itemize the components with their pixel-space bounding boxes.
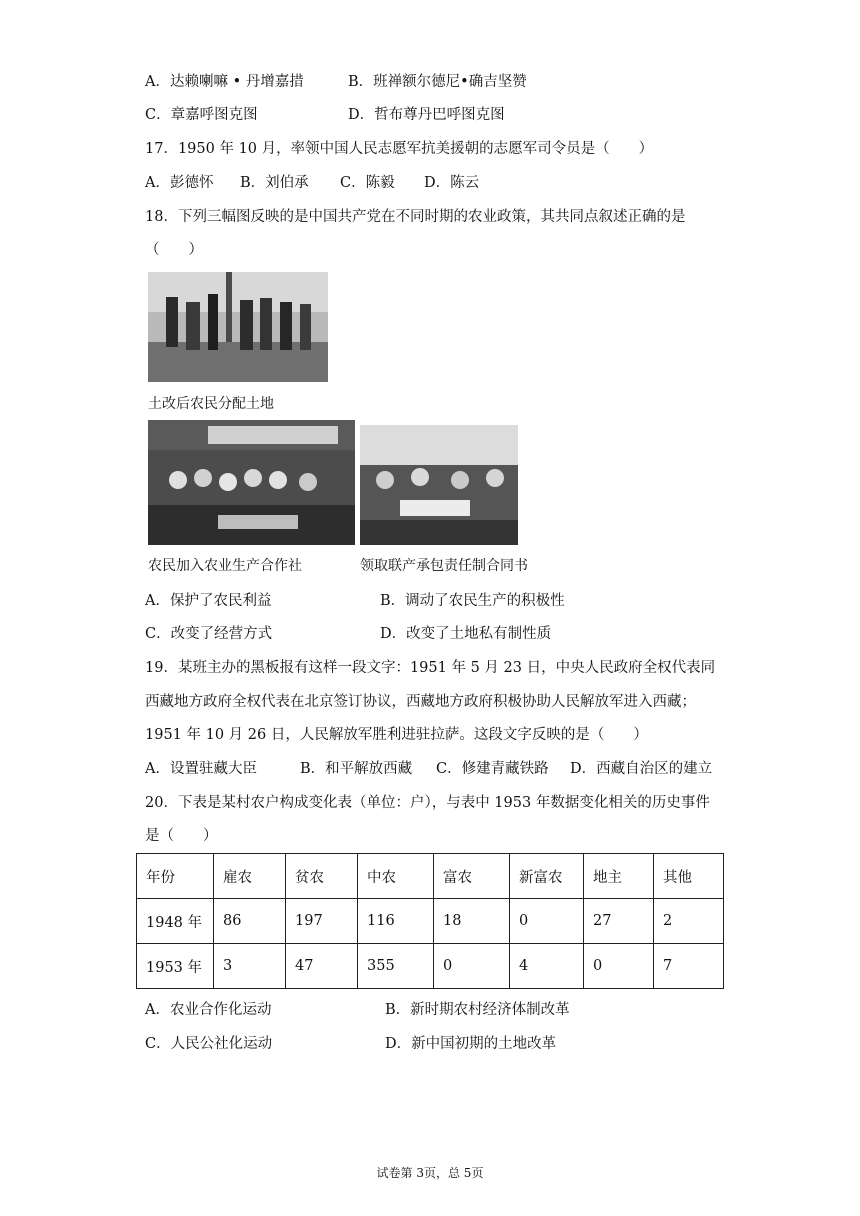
q20-option-a: A．农业合作化运动 <box>145 1002 272 1018</box>
q19-option-b: B．和平解放西藏 <box>300 761 413 777</box>
table-cell: 355 <box>358 944 434 989</box>
table-header-cell: 新富农 <box>510 854 584 899</box>
q19-stem-line1: 19．某班主办的黑板报有这样一段文字：1951 年 5 月 23 日，中央人民政府全权代表同 <box>145 660 716 676</box>
table-cell: 0 <box>584 944 654 989</box>
q19-option-a: A．设置驻藏大臣 <box>145 761 257 777</box>
q20-option-d: D．新中国初期的土地改革 <box>385 1036 557 1052</box>
table-header-row <box>137 854 724 899</box>
q19-stem-line2: 西藏地方政府全权代表在北京签订协议，西藏地方政府积极协助人民解放军进入西藏； <box>145 694 696 710</box>
table-header-cell: 其他 <box>654 854 724 899</box>
q16-option-c: C．章嘉呼图克图 <box>145 107 258 123</box>
q16-option-d: D．哲布尊丹巴呼图克图 <box>348 107 505 123</box>
table-header-cell: 贫农 <box>286 854 358 899</box>
table-header-cell: 年份 <box>137 854 214 899</box>
q18-option-a: A．保护了农民利益 <box>145 593 272 609</box>
table-cell: 18 <box>434 899 510 944</box>
table-header-cell: 地主 <box>584 854 654 899</box>
q20-option-c: C．人民公社化运动 <box>145 1036 273 1052</box>
q17-stem: 17．1950 年 10 月，率领中国人民志愿军抗美援朝的志愿军司令员是（ ） <box>145 141 654 157</box>
q17-option-d: D．陈云 <box>424 175 480 191</box>
table-cell: 86 <box>214 899 286 944</box>
q17-option-b: B．刘伯承 <box>240 175 309 191</box>
table-cell: 27 <box>584 899 654 944</box>
cooperative-caption: 农民加入农业生产合作社 <box>148 558 302 574</box>
table-cell: 7 <box>654 944 724 989</box>
table-cell: 116 <box>358 899 434 944</box>
q18-option-b: B．调动了农民生产的积极性 <box>380 593 565 609</box>
table-header-cell: 富农 <box>434 854 510 899</box>
table-row <box>137 944 724 989</box>
land-reform-photo <box>148 272 328 382</box>
q18-option-c: C．改变了经营方式 <box>145 626 273 642</box>
q16-option-b: B．班禅额尔德尼•确吉坚赞 <box>348 74 527 90</box>
contract-photo <box>360 425 518 545</box>
table-cell: 2 <box>654 899 724 944</box>
q20-stem-line1: 20．下表是某村农户构成变化表（单位：户），与表中 1953 年数据变化相关的历史事件 <box>145 795 710 811</box>
q18-option-d: D．改变了土地私有制性质 <box>380 626 552 642</box>
table-cell: 47 <box>286 944 358 989</box>
q19-option-c: C．修建青藏铁路 <box>436 761 549 777</box>
table-cell: 1953 年 <box>137 944 214 989</box>
contract-caption: 领取联产承包责任制合同书 <box>360 558 528 574</box>
table-cell: 4 <box>510 944 584 989</box>
table-cell: 0 <box>434 944 510 989</box>
q19-stem-line3: 1951 年 10 月 26 日，人民解放军胜利进驻拉萨。这段文字反映的是（ ） <box>145 727 648 743</box>
table-row <box>137 899 724 944</box>
cooperative-photo <box>148 420 355 545</box>
q16-option-a: A．达赖喇嘛 • 丹增嘉措 <box>145 74 304 90</box>
table-cell: 197 <box>286 899 358 944</box>
table-header-cell: 雇农 <box>214 854 286 899</box>
land-reform-caption: 土改后农民分配土地 <box>148 396 274 412</box>
q18-stem-line2: （ ） <box>145 242 203 258</box>
q20-option-b: B．新时期农村经济体制改革 <box>385 1002 570 1018</box>
q17-option-c: C．陈毅 <box>340 175 395 191</box>
table-cell: 0 <box>510 899 584 944</box>
household-table <box>136 853 724 989</box>
page-footer: 试卷第 3页，总 5页 <box>376 1166 484 1180</box>
q18-stem-line1: 18．下列三幅图反映的是中国共产党在不同时期的农业政策，其共同点叙述正确的是 <box>145 209 686 225</box>
q19-option-d: D．西藏自治区的建立 <box>570 761 713 777</box>
q20-stem-line2: 是（ ） <box>145 828 218 844</box>
table-header-cell: 中农 <box>358 854 434 899</box>
table-cell: 3 <box>214 944 286 989</box>
q17-option-a: A．彭德怀 <box>145 175 214 191</box>
table-cell: 1948 年 <box>137 899 214 944</box>
